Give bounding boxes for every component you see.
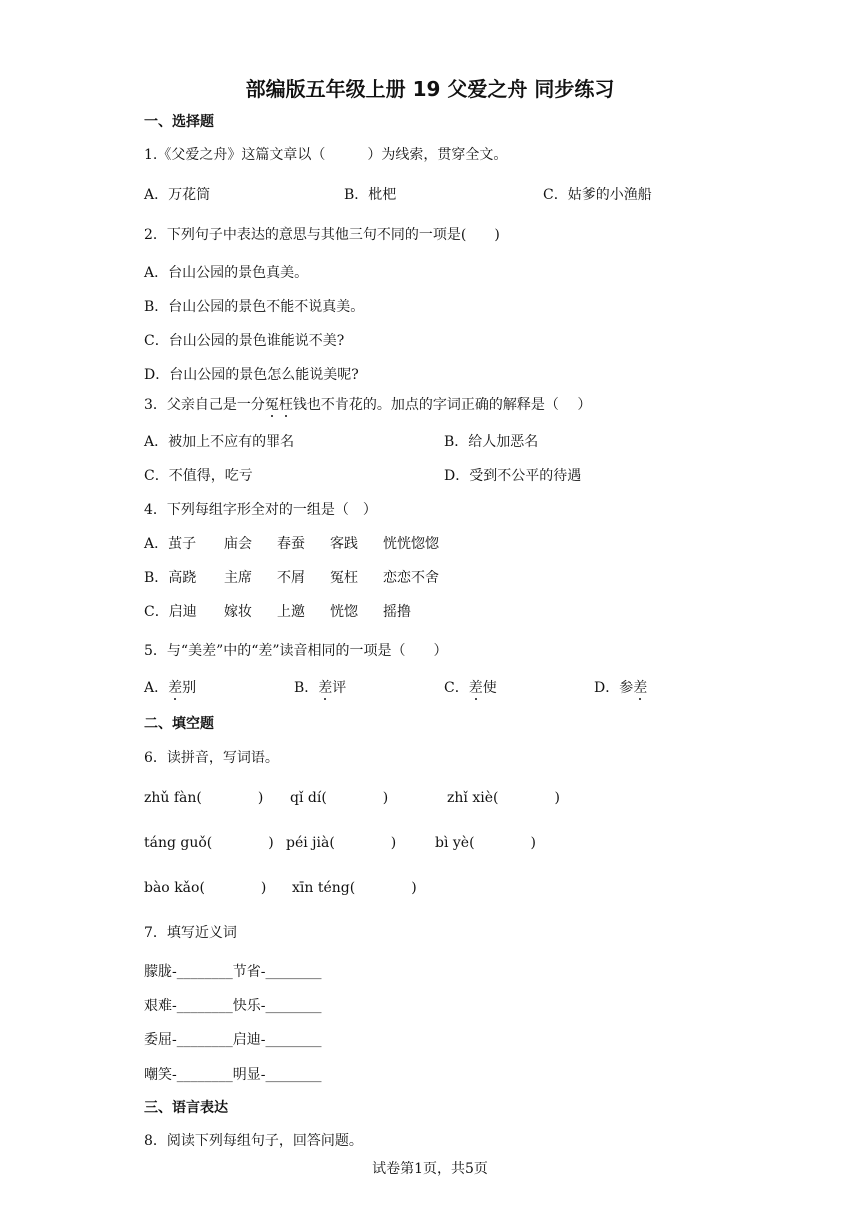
question-3-option-d: D．受到不公平的待遇 xyxy=(444,468,582,484)
q4-word: 上邀 xyxy=(277,604,305,620)
synonym-row: 委屈-________启迪-________ xyxy=(144,1032,322,1048)
dotted-char: 差 xyxy=(633,680,648,696)
section-heading-fill: 二、填空题 xyxy=(144,716,214,732)
section-heading-choice: 一、选择题 xyxy=(144,114,214,130)
question-5-option-d xyxy=(594,681,647,695)
q4-word: 不屑 xyxy=(277,570,305,586)
section-heading-expression: 三、语言表达 xyxy=(144,1100,228,1116)
option-letter: B． xyxy=(294,680,319,696)
question-4-stem: 4．下列每组字形全对的一组是（ ） xyxy=(144,502,377,518)
question-3-option-a: A．被加上不应有的罪名 xyxy=(144,434,295,450)
pinyin-item: bì yè( ) xyxy=(435,835,537,851)
dotted-char: 差 xyxy=(318,680,333,696)
question-2-stem: 2．下列句子中表达的意思与其他三句不同的一项是( ) xyxy=(144,227,500,243)
q4-word: 摇撸 xyxy=(383,604,411,620)
question-3-dotted-char-2: 枉 xyxy=(278,397,293,413)
question-2-option-d: D．台山公园的景色怎么能说美呢? xyxy=(144,367,359,383)
question-1-option-b: B．枇杷 xyxy=(344,187,397,203)
question-5-stem: 5．与“美差”中的“差”读音相同的一项是（ ） xyxy=(144,643,448,659)
synonym-row: 嘲笑-________明显-________ xyxy=(144,1067,322,1083)
q4-word: 恍恍惚惚 xyxy=(383,536,439,552)
q4-word: 庙会 xyxy=(224,536,252,552)
option-rest: 评 xyxy=(332,680,347,696)
question-5-option-a xyxy=(144,681,196,695)
option-rest: 使 xyxy=(482,680,497,696)
q4-word: 恋恋不舍 xyxy=(383,570,439,586)
question-3-option-c: C．不值得，吃亏 xyxy=(144,468,253,484)
question-3-stem-post: 钱也不肯花的。加点的字词正确的解释是（ ） xyxy=(292,397,592,413)
page-footer: 试卷第1页，共5页 xyxy=(372,1161,488,1177)
question-8-stem: 8．阅读下列每组句子，回答问题。 xyxy=(144,1133,363,1149)
question-6-stem: 6．读拼音，写词语。 xyxy=(144,750,279,766)
pinyin-item: qǐ dí( ) xyxy=(290,790,389,806)
q4-word: 冤枉 xyxy=(330,570,358,586)
question-1-stem: 1.《父爱之舟》这篇文章以（ ）为线索，贯穿全文。 xyxy=(144,147,508,163)
q4-word: 恍惚 xyxy=(330,604,358,620)
question-5-option-c xyxy=(444,681,497,695)
q4-word: 嫁妆 xyxy=(224,604,252,620)
question-5-option-b xyxy=(294,681,346,695)
page-title: 部编版五年级上册 19 父爱之舟 同步练习 xyxy=(245,77,615,101)
q4-word: B．高跷 xyxy=(144,570,197,586)
question-3-stem xyxy=(144,398,591,412)
option-letter: C． xyxy=(444,680,469,696)
question-3-option-b: B．给人加恶名 xyxy=(444,434,539,450)
pinyin-item: xīn téng( ) xyxy=(292,880,417,896)
pinyin-item: zhǐ xiè( ) xyxy=(447,790,560,806)
dotted-char: 差 xyxy=(168,680,183,696)
question-3-dotted-char-1: 冤 xyxy=(264,397,279,413)
synonym-row: 朦胧-________节省-________ xyxy=(144,964,322,980)
option-rest: 别 xyxy=(182,680,197,696)
pinyin-item: zhǔ fàn( ) xyxy=(144,790,264,806)
question-3-stem-pre: 3．父亲自己是一分 xyxy=(144,397,265,413)
q4-word: 客践 xyxy=(330,536,358,552)
pinyin-item: táng guǒ( ) xyxy=(144,835,274,851)
q4-word: 春蚕 xyxy=(277,536,305,552)
question-2-option-a: A．台山公园的景色真美。 xyxy=(144,265,309,281)
dotted-char: 差 xyxy=(468,680,483,696)
question-7-stem: 7．填写近义词 xyxy=(144,925,237,941)
option-letter: D．参 xyxy=(594,680,634,696)
question-1-option-a: A．万花筒 xyxy=(144,187,211,203)
question-2-option-b: B．台山公园的景色不能不说真美。 xyxy=(144,299,365,315)
pinyin-item: bào kǎo( ) xyxy=(144,880,267,896)
option-letter: A． xyxy=(144,680,169,696)
q4-word: 主席 xyxy=(224,570,252,586)
synonym-row: 艰难-________快乐-________ xyxy=(144,998,322,1014)
q4-word: C．启迪 xyxy=(144,604,197,620)
question-1-option-c: C．姑爹的小渔船 xyxy=(543,187,652,203)
question-2-option-c: C．台山公园的景色谁能说不美? xyxy=(144,333,345,349)
pinyin-item: péi jià( ) xyxy=(286,835,397,851)
q4-word: A．茧子 xyxy=(144,536,197,552)
